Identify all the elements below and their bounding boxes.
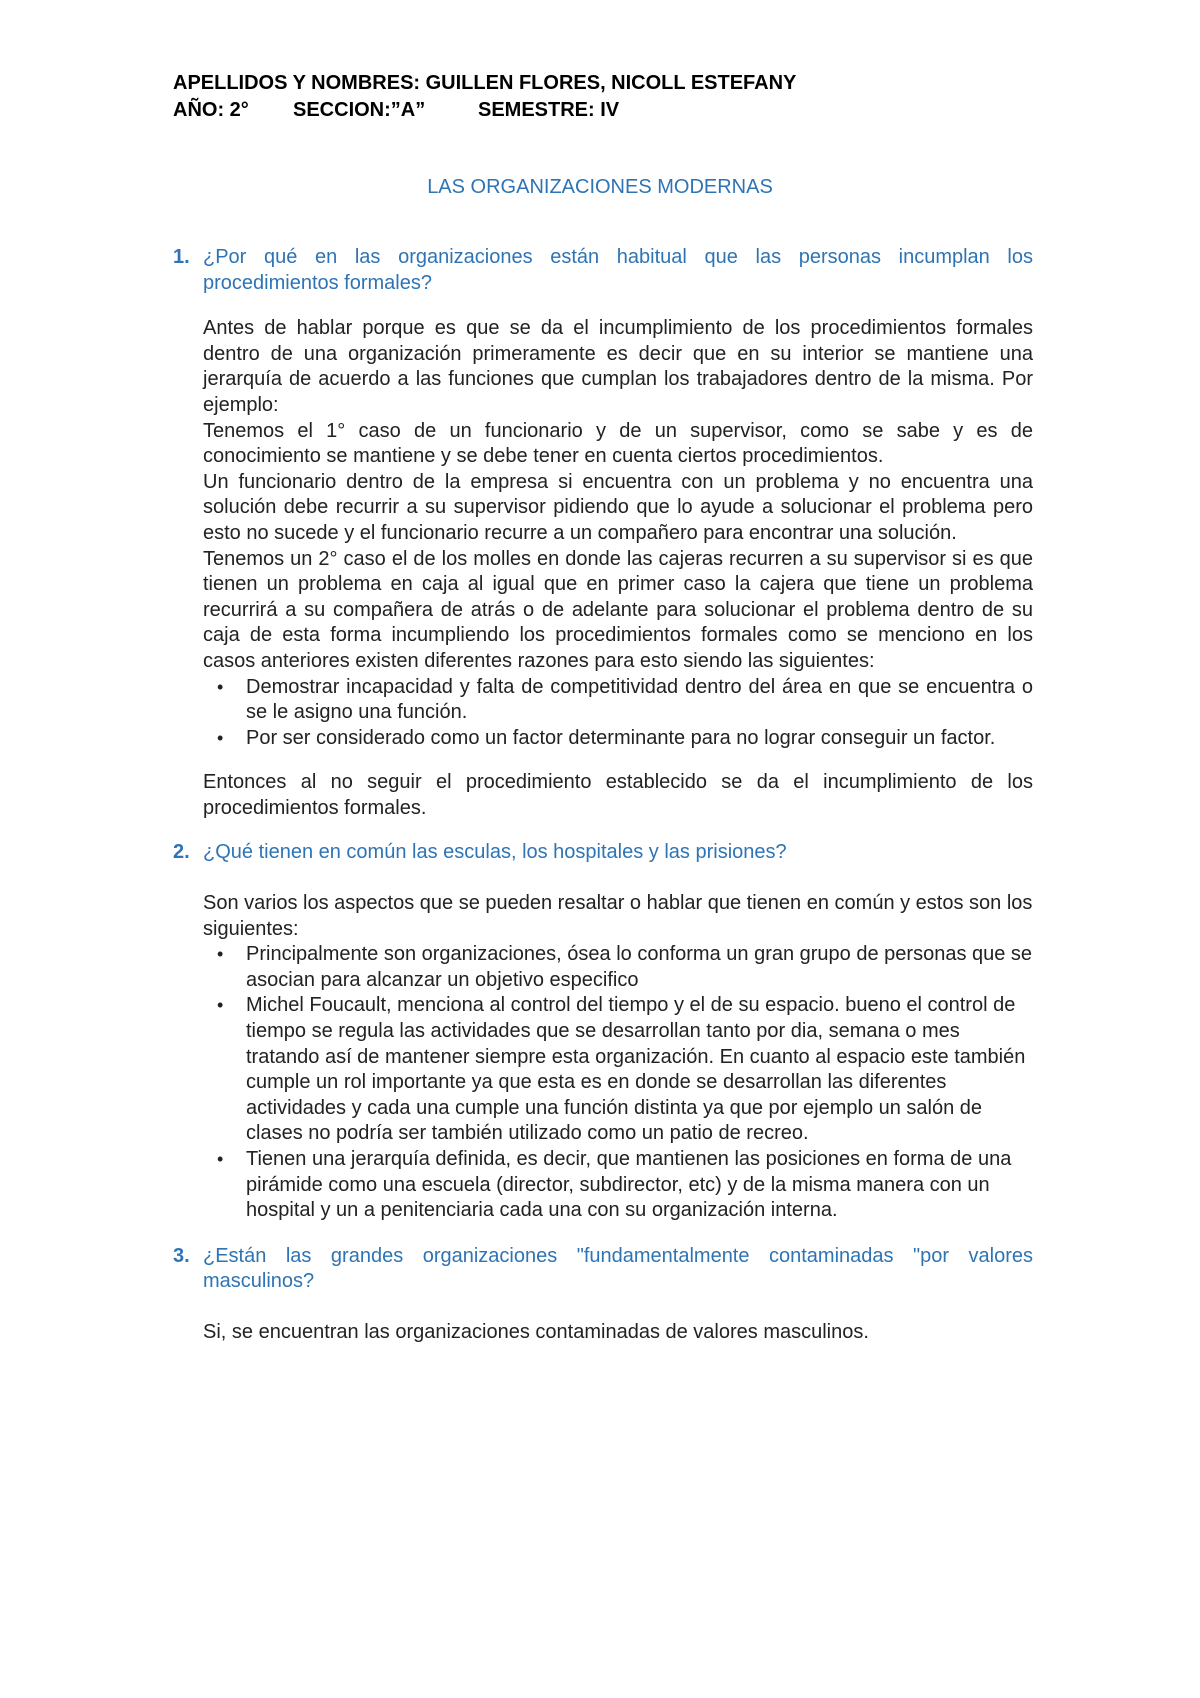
- bullet-icon: •: [217, 727, 224, 748]
- question-3: [173, 1244, 1033, 1295]
- answer-paragraph: Un funcionario dentro de la empresa si encuentra con un problema y no encuentra una solución debe recurrir a su supervisor pidiendo que lo ayude a solucionar el problema pero esto no sucede y el funcionario recurre a un compañero para encontrar una solución.: [203, 470, 1033, 544]
- question-number: 2.: [173, 841, 190, 864]
- question-number: 3.: [173, 1244, 190, 1267]
- section-label: SECCION:”A”: [293, 99, 426, 121]
- question-text: ¿Están las grandes organizaciones "fundamentalmente contaminadas "por valores masculinos?: [203, 1244, 1033, 1293]
- list-item-text: Principalmente son organizaciones, ósea lo conforma un gran grupo de personas que se asocian para alcanzar un objetivo especifico: [246, 943, 1033, 991]
- student-header: [173, 70, 796, 124]
- student-name-line: APELLIDOS Y NOMBRES: GUILLEN FLORES, NICOLL ESTEFANY: [173, 72, 797, 94]
- bullet-icon: •: [217, 995, 224, 1016]
- question-text: ¿Por qué en las organizaciones están habitual que las personas incumplan los procedimientos formales?: [203, 246, 1033, 294]
- answer-paragraph: Si, se encuentran las organizaciones contaminadas de valores masculinos.: [203, 1320, 869, 1343]
- course-info-line: [173, 97, 796, 124]
- question-1: [173, 245, 1033, 296]
- answer-paragraph: Son varios los aspectos que se pueden resaltar o hablar que tienen en común y estos son los siguientes:: [203, 892, 1033, 940]
- bullet-list: [173, 675, 1033, 752]
- answer-paragraph: Tenemos el 1° caso de un funcionario y de un supervisor, como se sabe y es de conocimiento se mantiene y se debe tener en cuenta ciertos procedimientos.: [203, 419, 1033, 468]
- list-item-text: Por ser considerado como un factor determinante para no lograr conseguir un factor.: [246, 726, 996, 749]
- year-label: AÑO: 2°: [173, 99, 249, 121]
- list-item-text: Michel Foucault, menciona al control del tiempo y el de su espacio. bueno el control de tiempo se regula las actividades que se desarrollan tanto por dia, semana o mes tratando así de mantener siempre esta organización. En cuanto al espacio este también cumple un rol importante ya que esta es en donde se desarrollan las diferentes actividades y cada una cumple una función distinta ya que por ejemplo un salón de clases no podría ser también utilizado como un patio de recreo.: [246, 994, 1026, 1145]
- question-number: 1.: [173, 246, 190, 268]
- list-item-text: Demostrar incapacidad y falta de competitividad dentro del área en que se encuentra o se le asigno una función.: [246, 675, 1033, 724]
- question-2: [173, 840, 1033, 866]
- document-body: [173, 245, 1033, 1346]
- list-item: [217, 942, 1033, 993]
- answer-paragraph: Entonces al no seguir el procedimiento establecido se da el incumplimiento de los procedimientos formales.: [203, 771, 1033, 819]
- list-item: [217, 1147, 1033, 1224]
- list-item: [217, 726, 1033, 752]
- answer-paragraph: Antes de hablar porque es que se da el incumplimiento de los procedimientos formales dentro de una organización primeramente es decir que en su interior se mantiene una jerarquía de acuerdo a las funciones que cumplan los trabajadores dentro de la misma. Por ejemplo:: [203, 317, 1033, 416]
- list-item: [217, 675, 1033, 726]
- bullet-icon: •: [217, 676, 224, 697]
- list-item-text: Tienen una jerarquía definida, es decir, que mantienen las posiciones en forma de una pirámide como una escuela (director, subdirector, etc) y de la misma manera con un hospital y un a penitenciaria cada una con su organización interna.: [246, 1148, 1012, 1222]
- list-item: [217, 993, 1033, 1147]
- document-title: LAS ORGANIZACIONES MODERNAS: [427, 176, 773, 198]
- question-text: ¿Qué tienen en común las esculas, los hospitales y las prisiones?: [203, 841, 787, 864]
- semester-label: SEMESTRE: IV: [478, 99, 620, 121]
- bullet-icon: •: [217, 1149, 224, 1169]
- answer-paragraph: Tenemos un 2° caso el de los molles en donde las cajeras recurren a su supervisor si es que tienen un problema en caja al igual que en primer caso la cajera que tiene un problema recurrirá a su compañera de atrás o de adelante para solucionar el problema dentro de su caja de esta forma incumpliendo los procedimientos formales como se menciono en los casos anteriores existen diferentes razones para esto siendo las siguientes:: [203, 547, 1033, 672]
- bullet-icon: •: [217, 944, 224, 965]
- bullet-list: [173, 942, 1033, 1224]
